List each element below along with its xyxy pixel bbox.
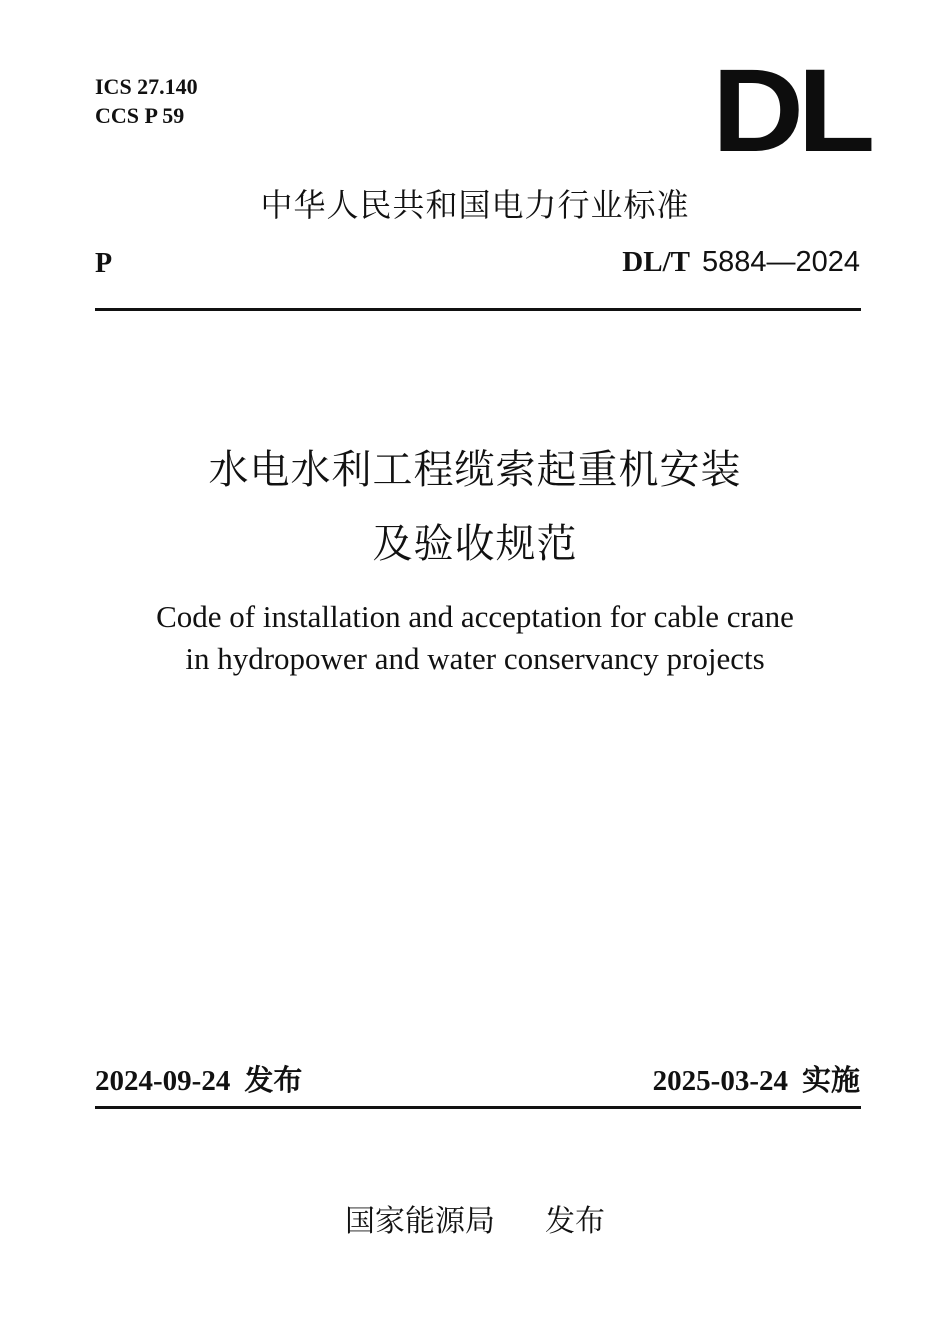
publisher-action: 发布 (545, 1204, 605, 1239)
ccs-code: CCS P 59 (95, 103, 185, 128)
issue-label: 发布 (244, 1063, 303, 1097)
title-en-line2: in hydropower and water conservancy projects (185, 641, 765, 676)
standard-number-value: 5884—2024 (701, 246, 860, 278)
effective-date: 2025-03-24 (652, 1065, 788, 1097)
publisher-line (0, 1196, 950, 1240)
ics-code: ICS 27.140 (95, 74, 198, 99)
title-en-line1: Code of installation and acceptation for cable crane (156, 599, 794, 634)
effective-label: 实施 (801, 1063, 860, 1097)
dl-logo: DL (712, 45, 869, 177)
issue-date: 2024-09-24 (95, 1065, 231, 1097)
standard-category: 中华人民共和国电力行业标准 (260, 186, 690, 224)
standard-number-prefix: DL/T (622, 246, 690, 278)
title-cn-line2: 及验收规范 (372, 521, 578, 567)
title-cn-line1: 水电水利工程缆索起重机安装 (208, 447, 742, 493)
top-divider (95, 308, 861, 311)
effective-date-block (653, 1058, 860, 1099)
publisher-name: 国家能源局 (345, 1204, 495, 1239)
classification-codes (95, 72, 198, 130)
issue-date-block (95, 1058, 302, 1099)
class-letter: P (95, 248, 113, 279)
bottom-divider (95, 1106, 861, 1109)
standard-number (622, 246, 860, 279)
